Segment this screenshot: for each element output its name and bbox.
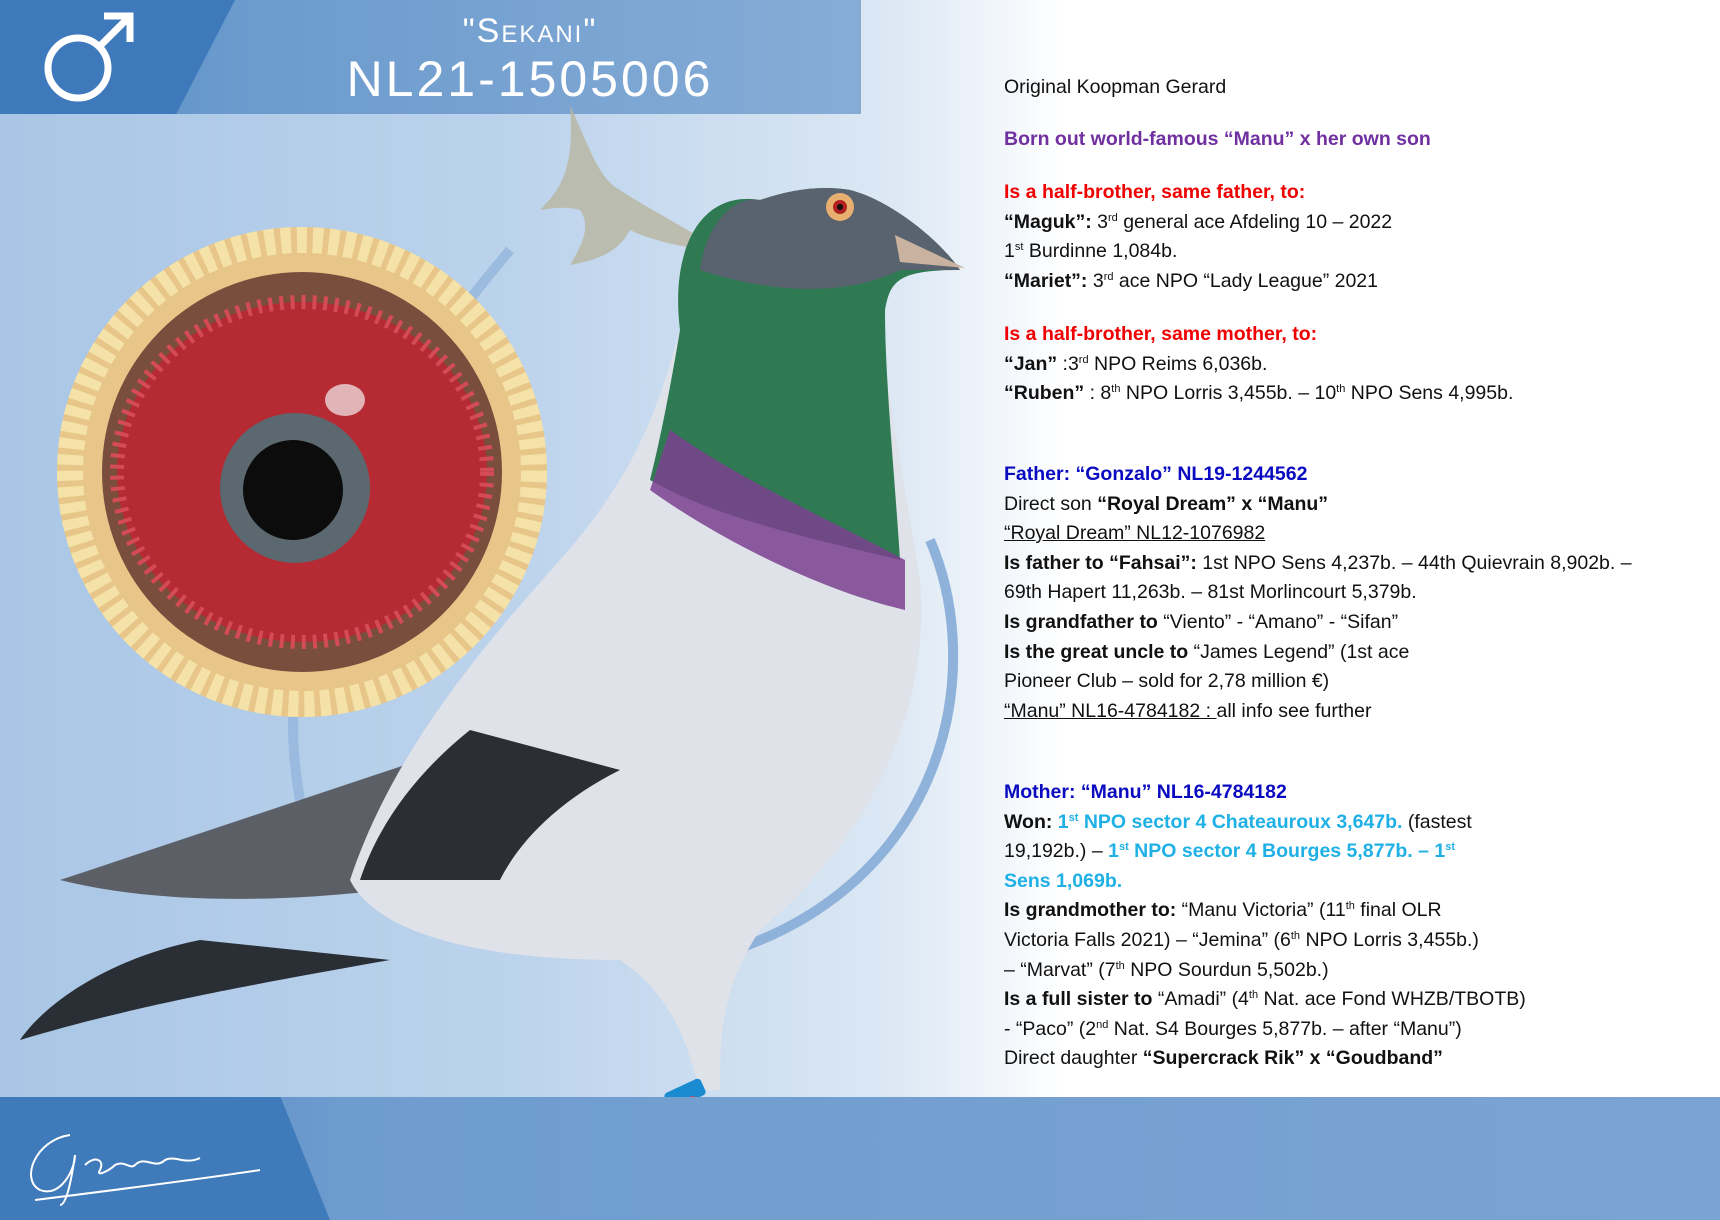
text-segment: “Viento” - “Amano” - “Sifan” xyxy=(1157,610,1399,633)
text-segment: Is a half-brother, same father, to: xyxy=(1004,181,1306,203)
text-segment: 1 xyxy=(1052,810,1069,833)
text-segment: 3 xyxy=(1091,210,1109,233)
text-segment: “Ruben” xyxy=(1004,382,1085,405)
text-segment: Direct daughter xyxy=(1004,1047,1143,1070)
text-line xyxy=(1004,178,1704,208)
text-segment: 69th Hapert 11,263b. – 81st Morlincourt 5,379b. xyxy=(1004,581,1417,604)
text-segment: 1st NPO Sens 4,237b. – 44th Quievrain 8,902b. – xyxy=(1196,551,1632,574)
text-segment: th xyxy=(1111,383,1121,396)
text-segment: NPO Sens 4,995b. xyxy=(1345,382,1514,405)
text-segment: Is a half-brother, same mother, to: xyxy=(1004,323,1318,345)
text-line xyxy=(1004,379,1704,409)
text-line xyxy=(1004,1044,1704,1074)
text-segment: ace NPO “Lady League” 2021 xyxy=(1113,269,1378,292)
text-line xyxy=(1004,208,1704,238)
text-segment: st xyxy=(1118,841,1129,854)
text-segment: st xyxy=(1068,811,1079,824)
text-segment: th xyxy=(1336,383,1346,396)
pigeon-eye-closeup xyxy=(57,227,547,717)
text-segment: th xyxy=(1115,959,1125,972)
text-segment: Is grandfather to xyxy=(1004,610,1158,633)
text-line xyxy=(1004,956,1704,986)
text-line xyxy=(1004,638,1704,668)
text-line xyxy=(1004,578,1704,608)
text-line xyxy=(1004,490,1704,520)
text-segment: NPO Lorris 3,455b.) xyxy=(1300,928,1479,951)
text-segment: final OLR xyxy=(1354,899,1442,922)
koopman-signature-logo xyxy=(15,1110,275,1210)
text-segment: Is grandmother to: xyxy=(1004,899,1177,922)
text-line xyxy=(1004,867,1704,897)
text-segment: 1 xyxy=(1004,240,1015,263)
text-segment: Pioneer Club – sold for 2,78 million €) xyxy=(1004,670,1330,693)
text-line xyxy=(1004,519,1704,549)
text-segment: Nat. ace Fond WHZB/TBOTB) xyxy=(1258,988,1526,1011)
text-line xyxy=(1004,667,1704,697)
text-segment: NPO Reims 6,036b. xyxy=(1088,352,1268,375)
text-segment: 19,192b.) – xyxy=(1004,840,1109,863)
text-segment: : 8 xyxy=(1084,382,1112,405)
text-segment: :3 xyxy=(1057,352,1079,375)
text-segment: Won: xyxy=(1004,810,1053,833)
text-segment: “Supercrack Rik” x “Goudband” xyxy=(1142,1047,1443,1070)
text-segment: th xyxy=(1345,900,1355,913)
text-segment: NPO Sourdun 5,502b.) xyxy=(1124,958,1329,981)
text-segment: Burdinne 1,084b. xyxy=(1023,240,1178,263)
text-segment: Mother: “Manu” NL16-4784182 xyxy=(1004,781,1287,803)
pigeon-name: "Sekani" xyxy=(462,12,598,50)
section-half-brother-father xyxy=(1004,178,1704,296)
text-line xyxy=(1004,926,1704,956)
ring-number: NL21-1505006 xyxy=(346,51,714,107)
text-segment: Nat. S4 Bourges 5,877b. – after “Manu”) xyxy=(1108,1017,1462,1040)
section-origin xyxy=(1004,73,1704,103)
text-segment: Sens 1,069b. xyxy=(1004,869,1123,892)
text-segment: rd xyxy=(1103,270,1114,283)
text-segment: Direct son xyxy=(1004,492,1098,515)
text-segment: all info see further xyxy=(1216,699,1372,722)
section-father xyxy=(1004,460,1704,726)
text-line xyxy=(1004,697,1704,727)
text-line xyxy=(1004,320,1704,350)
text-segment: “Manu” NL16-4784182 : xyxy=(1004,699,1217,722)
text-segment: (fastest xyxy=(1402,810,1472,833)
text-line xyxy=(1004,267,1704,297)
text-segment: Victoria Falls 2021) – “Jemina” (6 xyxy=(1004,928,1291,951)
text-segment: NPO sector 4 Chateauroux 3,647b. xyxy=(1078,810,1403,833)
text-segment: 3 xyxy=(1087,269,1104,292)
text-segment: “Amadi” (4 xyxy=(1152,988,1249,1011)
section-born-out xyxy=(1004,125,1704,155)
text-segment: rd xyxy=(1108,211,1118,224)
text-segment: “Royal Dream” x “Manu” xyxy=(1097,492,1329,515)
section-half-brother-mother xyxy=(1004,320,1704,409)
text-segment: th xyxy=(1248,989,1259,1002)
text-segment: rd xyxy=(1078,353,1089,366)
text-segment: Original Koopman Gerard xyxy=(1004,76,1227,98)
text-segment: “Maguk”: xyxy=(1004,210,1092,233)
text-segment: “Mariet”: xyxy=(1004,269,1088,292)
text-line xyxy=(1004,350,1704,380)
text-segment: “Jan” xyxy=(1004,352,1058,375)
text-segment: general ace Afdeling 10 – 2022 xyxy=(1117,210,1393,233)
text-segment: Is father to “Fahsai”: xyxy=(1004,551,1197,574)
text-segment: “James Legend” (1st ace xyxy=(1188,640,1410,663)
text-segment: “Royal Dream” NL12-1076982 xyxy=(1004,522,1266,545)
text-line xyxy=(1004,237,1704,267)
section-mother xyxy=(1004,778,1704,1074)
text-segment: st xyxy=(1014,241,1024,254)
text-segment: Born out world-famous “Manu” x her own son xyxy=(1004,128,1431,150)
text-line xyxy=(1004,549,1704,579)
text-segment: 1 xyxy=(1108,840,1119,863)
text-line xyxy=(1004,985,1704,1015)
text-line xyxy=(1004,808,1704,838)
text-line xyxy=(1004,460,1704,490)
text-segment: - “Paco” (2 xyxy=(1004,1017,1097,1040)
text-line xyxy=(1004,778,1704,808)
text-segment: Is a full sister to xyxy=(1004,988,1153,1011)
text-segment: st xyxy=(1445,841,1455,854)
text-line xyxy=(1004,608,1704,638)
text-segment: Father: “Gonzalo” NL19-1244562 xyxy=(1004,463,1308,485)
text-segment: “Manu Victoria” (11 xyxy=(1176,899,1346,922)
text-line xyxy=(1004,1015,1704,1045)
text-segment: Is the great uncle to xyxy=(1004,640,1189,663)
text-line xyxy=(1004,837,1704,867)
text-segment: nd xyxy=(1096,1018,1109,1031)
text-line xyxy=(1004,896,1704,926)
text-segment: NPO sector 4 Bourges 5,877b. – 1 xyxy=(1128,840,1446,863)
text-segment: – “Marvat” (7 xyxy=(1004,958,1116,981)
text-line xyxy=(1004,125,1704,155)
text-line xyxy=(1004,73,1704,103)
text-segment: th xyxy=(1290,929,1301,942)
text-segment: NPO Lorris 3,455b. – 10 xyxy=(1120,382,1337,405)
